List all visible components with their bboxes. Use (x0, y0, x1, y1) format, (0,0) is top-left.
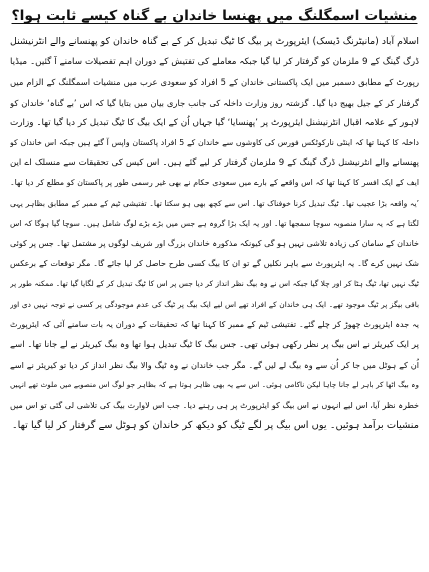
headline: منشیات اسمگلنگ میں پھنسا خاندان بے گناہ کیسے ثابت ہوا؟ (11, 8, 418, 24)
article-line: لاہور کے علامہ اقبال انٹرنیشنل ایئرپورٹ پر ’پھنسایا‘ گیا جہاں اُن کے ایک بیگ کا ٹیگ تبدیل کر دیا گیا تھا۔ وزارت (10, 117, 419, 128)
article-body (10, 32, 419, 436)
article-line: وہ بیگ اٹھا کر باہر لے جانا چاہا لیکن ناکامی ہوئی۔ اس سے یہ بھی ظاہر ہوتا ہے کہ بظاہر جو لوگ اس منصوبے میں ملوث تھے انہیں (10, 380, 419, 390)
article-line: رپورٹ کے مطابق دسمبر میں ایک پاکستانی خاندان کے 5 افراد کو سعودی عرب میں منشیات اسمگلنگ کے الزام میں (10, 77, 419, 88)
article-line: ایف کے ایک افسر کا کہنا تھا کہ اس واقعے کے بارے میں سعودی حکام نے بھی غیر رسمی طور پر پاکستان کو مطلع کر دیا تھا۔ (10, 178, 419, 188)
article-line: ٹیگ نہیں تھا، ٹیگ ہٹا کر اور چلا گیا جبکہ اس نے وہ بیگ نظر انداز کر دیا جس پر اس کا ٹیگ تبدیل کر کے لگایا گیا تھا۔ ممکنہ طور پر (10, 279, 419, 289)
article-line: باقی بیگز پر ٹیگ موجود تھے۔ ایک ہی خاندان کے افراد تھے اس لیے ایک بیگ پر ٹیگ کی عدم موجودگی پر کسی نے توجہ نہیں دی اور (10, 299, 419, 309)
article-line: منشیات برآمد ہوئیں۔ یوں اس بیگ پر لگے ٹیگ کو دیکھ کر خاندان کو ہوٹل سے گرفتار کر لیا گیا تھا۔ (11, 419, 419, 431)
article-line: ’یہ واقعہ بڑا عجیب تھا۔ ٹیگ تبدیل کرنا خوفناک تھا۔ اس سے کچھ بھی ہو سکتا تھا۔ تفتیشی ٹیم کے ممبر کے مطابق بظاہر یہی (10, 198, 419, 208)
article-line: خطرہ نظر آیا، اس لیے انہوں نے اس بیگ کو ایئرپورٹ پر ہی رہنے دیا۔ جب اس لاوارث بیگ کی تلاشی لی گئی تو اس میں (10, 400, 419, 410)
article-line: گرفتار کر کے جیل بھیج دیا گیا۔ گزشتہ روز وزارت داخلہ کی جانب جاری بیان میں بتایا گیا کہ اس ’بے گناہ‘ خاندان کو (10, 97, 419, 108)
article-line: لگتا ہے کہ یہ سارا منصوبہ سوچا سمجھا تھا۔ اور یہ ایک بڑا گروہ ہے جس میں بڑے بڑے لوگ شامل ہیں۔ سوچا گیا ہوگا کہ اس (10, 218, 419, 228)
article-line: خاندان کے سامان کی زیادہ تلاشی نہیں ہو گی کیونکہ مذکورہ خاندان بزرگ اور شریف لوگوں پر مشتمل تھا۔ جس پر کوئی (10, 239, 419, 249)
article-line: اسلام آباد (مانیٹرنگ ڈیسک) ایئرپورٹ پر بیگ کا ٹیگ تبدیل کر کے بے گناہ خاندان کو پھنسانے والے انٹرنیشنل (10, 36, 419, 47)
article-line: اُن کے ہوٹل میں جا کر اُن سے وہ بیگ لے لیں گے۔ مگر جب خاندان نے وہ ٹیگ والا بیگ نظر انداز کر دیا تو کیریئر نے اسے (10, 360, 419, 371)
article-line: یہ جدہ ایئرپورٹ چھوڑ کر چلے گئے۔ تفتیشی ٹیم کے ممبر کا کہنا تھا کہ تحقیقات کے دوران یہ بات سامنے آئی کہ ایئرپورٹ (10, 319, 419, 329)
article-line: پر ایک کیریئر نے اس بیگ پر نظر رکھی ہوئی تھی۔ جس بیگ کا ٹیگ تبدیل ہوا تھا وہ بیگ کیریئر نے لے جانا تھا۔ اسے (10, 340, 419, 351)
article-line: شک نہیں کرے گا۔ یہ ایئرپورٹ سے باہر نکلیں گے تو ان کا بیگ کسی طرح حاصل کر لیا جائے گا۔ مگر توقعات کے برعکس (10, 259, 419, 269)
article-line: پھنسانے والے انٹرنیشنل ڈرگ گینگ کے 9 ملزمان گرفتار کر لیے گئے ہیں۔ اس کیس کی تحقیقات سے منسلک اے این (10, 158, 419, 169)
article-line: ڈرگ گینگ کے 9 ملزمان کو گرفتار کر لیا گیا جبکہ معاملے کی تفتیش کے دوران اہم تفصیلات سامنے آ گئیں۔ میڈیا (10, 57, 419, 68)
article-line: داخلہ کا کہنا تھا کہ اینٹی نارکوٹکس فورس کی کاوشوں سے خاندان کے 5 افراد پاکستان واپس آ گئے ہیں جبکہ اس خاندان کو (10, 138, 419, 148)
